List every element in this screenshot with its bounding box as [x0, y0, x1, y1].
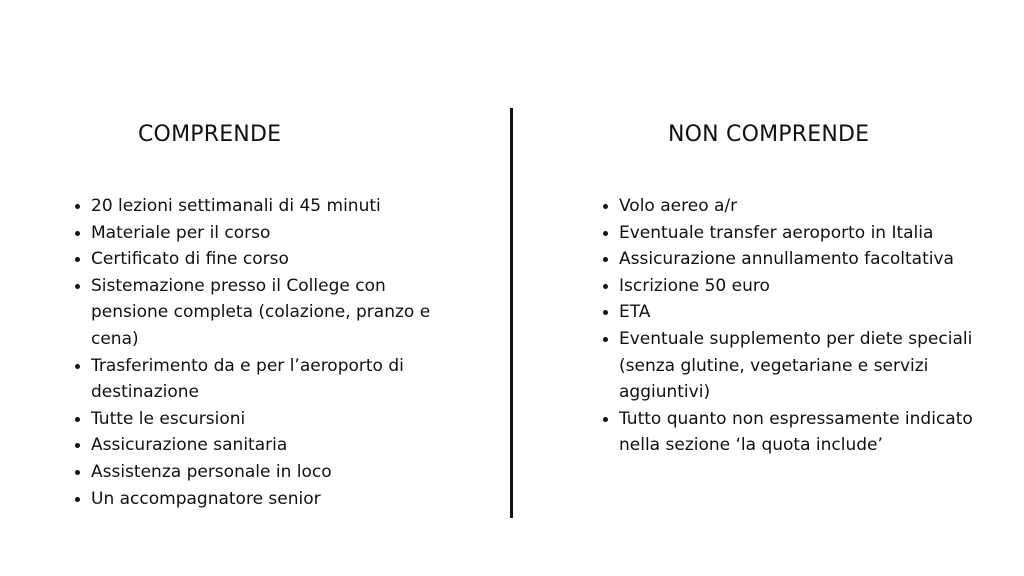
included-title: COMPRENDE — [138, 122, 282, 147]
list-item: • 20 lezioni settimanali di 45 minuti — [91, 193, 456, 220]
list-item: • Materiale per il corso — [91, 220, 456, 247]
list-item: • Sistemazione presso il College con pensione completa (colazione, pranzo e cena) — [91, 273, 456, 353]
list-item: • Un accompagnatore senior — [91, 486, 456, 513]
list-item: • Eventuale transfer aeroporto in Italia — [619, 220, 984, 247]
list-item: • Tutto quanto non espressamente indicato nella sezione ‘la quota include’ — [619, 406, 984, 459]
list-item: • Iscrizione 50 euro — [619, 273, 984, 300]
list-item: • Assicurazione annullamento facoltativa — [619, 246, 984, 273]
included-list — [74, 193, 456, 512]
list-item: • Trasferimento da e per l’aeroporto di destinazione — [91, 353, 456, 406]
not-included-list — [602, 193, 984, 459]
list-item: • ETA — [619, 299, 984, 326]
list-item: • Assicurazione sanitaria — [91, 432, 456, 459]
list-item: • Assistenza personale in loco — [91, 459, 456, 486]
list-item: • Eventuale supplemento per diete speciali (senza glutine, vegetariane e servizi aggiuntivi) — [619, 326, 984, 406]
not-included-title: NON COMPRENDE — [668, 122, 870, 147]
column-divider — [510, 108, 513, 518]
list-item: • Certificato di fine corso — [91, 246, 456, 273]
list-item: • Volo aereo a/r — [619, 193, 984, 220]
list-item: • Tutte le escursioni — [91, 406, 456, 433]
